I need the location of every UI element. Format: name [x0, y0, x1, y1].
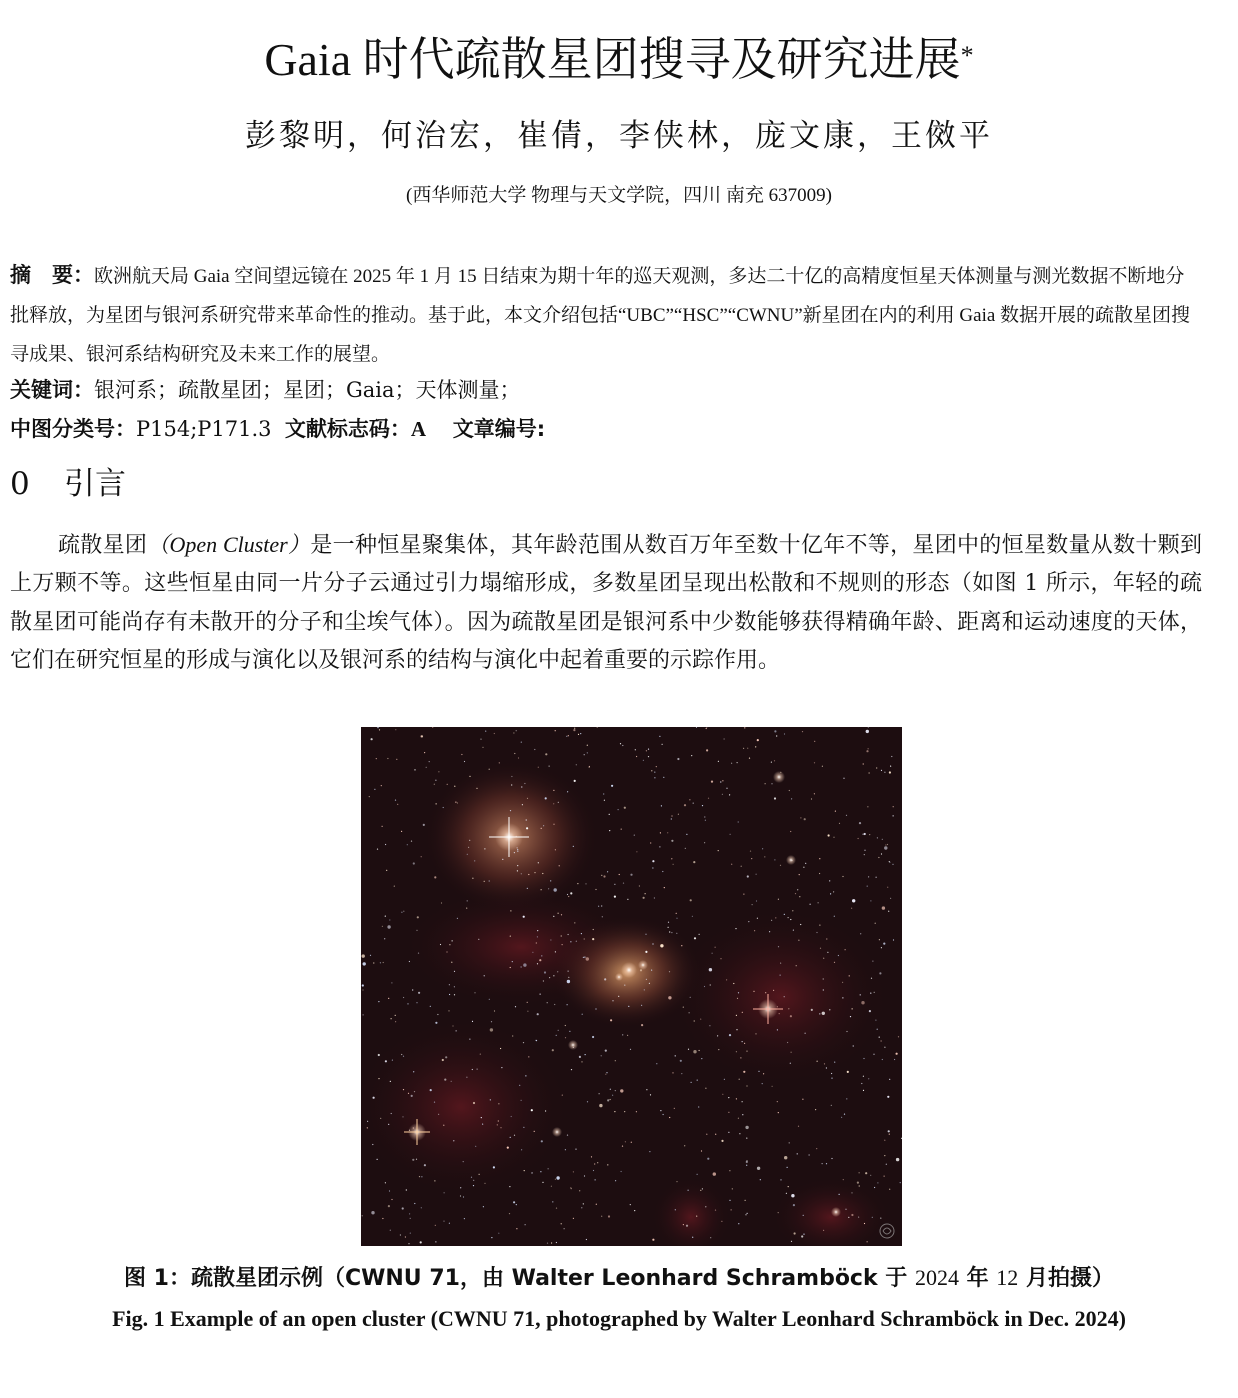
- clc-value: P154;P171.3: [136, 417, 272, 441]
- abstract: [10, 256, 1202, 374]
- caption-zh-part: 月拍摄）: [1025, 1266, 1114, 1291]
- paper-title: [0, 30, 1238, 90]
- classification-line: [10, 412, 1202, 446]
- intro-paragraph: [10, 526, 1202, 681]
- keywords-text: 银河系；疏散星团；星团；Gaia；天体测量；: [94, 378, 521, 402]
- intro-lead: 疏散星团: [58, 533, 148, 558]
- caption-zh-part: 图 1：疏散星团示例（CWNU 71，由 Walter Leonhard Schramböck 于: [124, 1266, 908, 1291]
- section-title: 引言: [64, 466, 126, 502]
- title-footnote-mark: *: [960, 41, 974, 70]
- title-text: Gaia 时代疏散星团搜寻及研究进展: [264, 34, 961, 85]
- affiliation: (西华师范大学 物理与天文学院，四川 南充 637009): [406, 185, 832, 206]
- doc-code-value: A: [410, 417, 427, 441]
- caption-zh-year: 2024: [914, 1265, 959, 1290]
- figure-caption-zh: [0, 1261, 1238, 1296]
- section-number: 0: [10, 466, 30, 502]
- caption-zh-month: 12: [996, 1265, 1019, 1290]
- article-number-label: 文章编号:: [452, 417, 546, 441]
- intro-text: 是一种恒星聚集体，其年龄范围从数百万年至数十亿年不等，星团中的恒星数量从数十颗到上万颗不等。这些恒星由同一片分子云通过引力塌缩形成，多数星团呈现出松散和不规则的形态（如图 1 所示，年轻的疏散星团可能尚存有未散开的分子和尘埃气体）。因为疏散星团是银河系中少数能够获得精确年龄、距离和运动速度的天体，它们在研究恒星的形成与演化以及银河系的结构与演化中起着重要的示踪作用。: [10, 533, 1202, 674]
- author-list: 彭黎明，何治宏，崔倩，李侠林，庞文康，王傚平: [245, 118, 993, 154]
- caption-zh-part: 年: [966, 1266, 989, 1291]
- abstract-label: 摘 要：: [10, 263, 94, 287]
- intro-term: （Open Cluster）: [147, 532, 311, 557]
- keywords-label: 关键词：: [10, 378, 94, 402]
- abstract-text: 欧洲航天局 Gaia 空间望远镜在 2025 年 1 月 15 日结束为期十年的巡天观测，多达二十亿的高精度恒星天体测量与测光数据不断地分批释放，为星团与银河系研究带来革命性的推动。基于此，本文介绍包括“UBC”“HSC”“CWNU”新星团在内的利用 Gaia 数据开展的疏散星团搜寻成果、银河系结构研究及未来工作的展望。: [10, 266, 1191, 365]
- clc-label: 中图分类号：: [10, 417, 136, 441]
- keywords: [10, 373, 1202, 407]
- figure-open-cluster-photo: [361, 727, 902, 1246]
- doc-code-label: 文献标志码：: [284, 417, 411, 441]
- star-field-image: [361, 727, 902, 1246]
- figure-caption-en: Fig. 1 Example of an open cluster (CWNU 71, photographed by Walter Leonhard Schramböck in Dec. 2024): [112, 1306, 1126, 1331]
- section-heading: [10, 462, 126, 506]
